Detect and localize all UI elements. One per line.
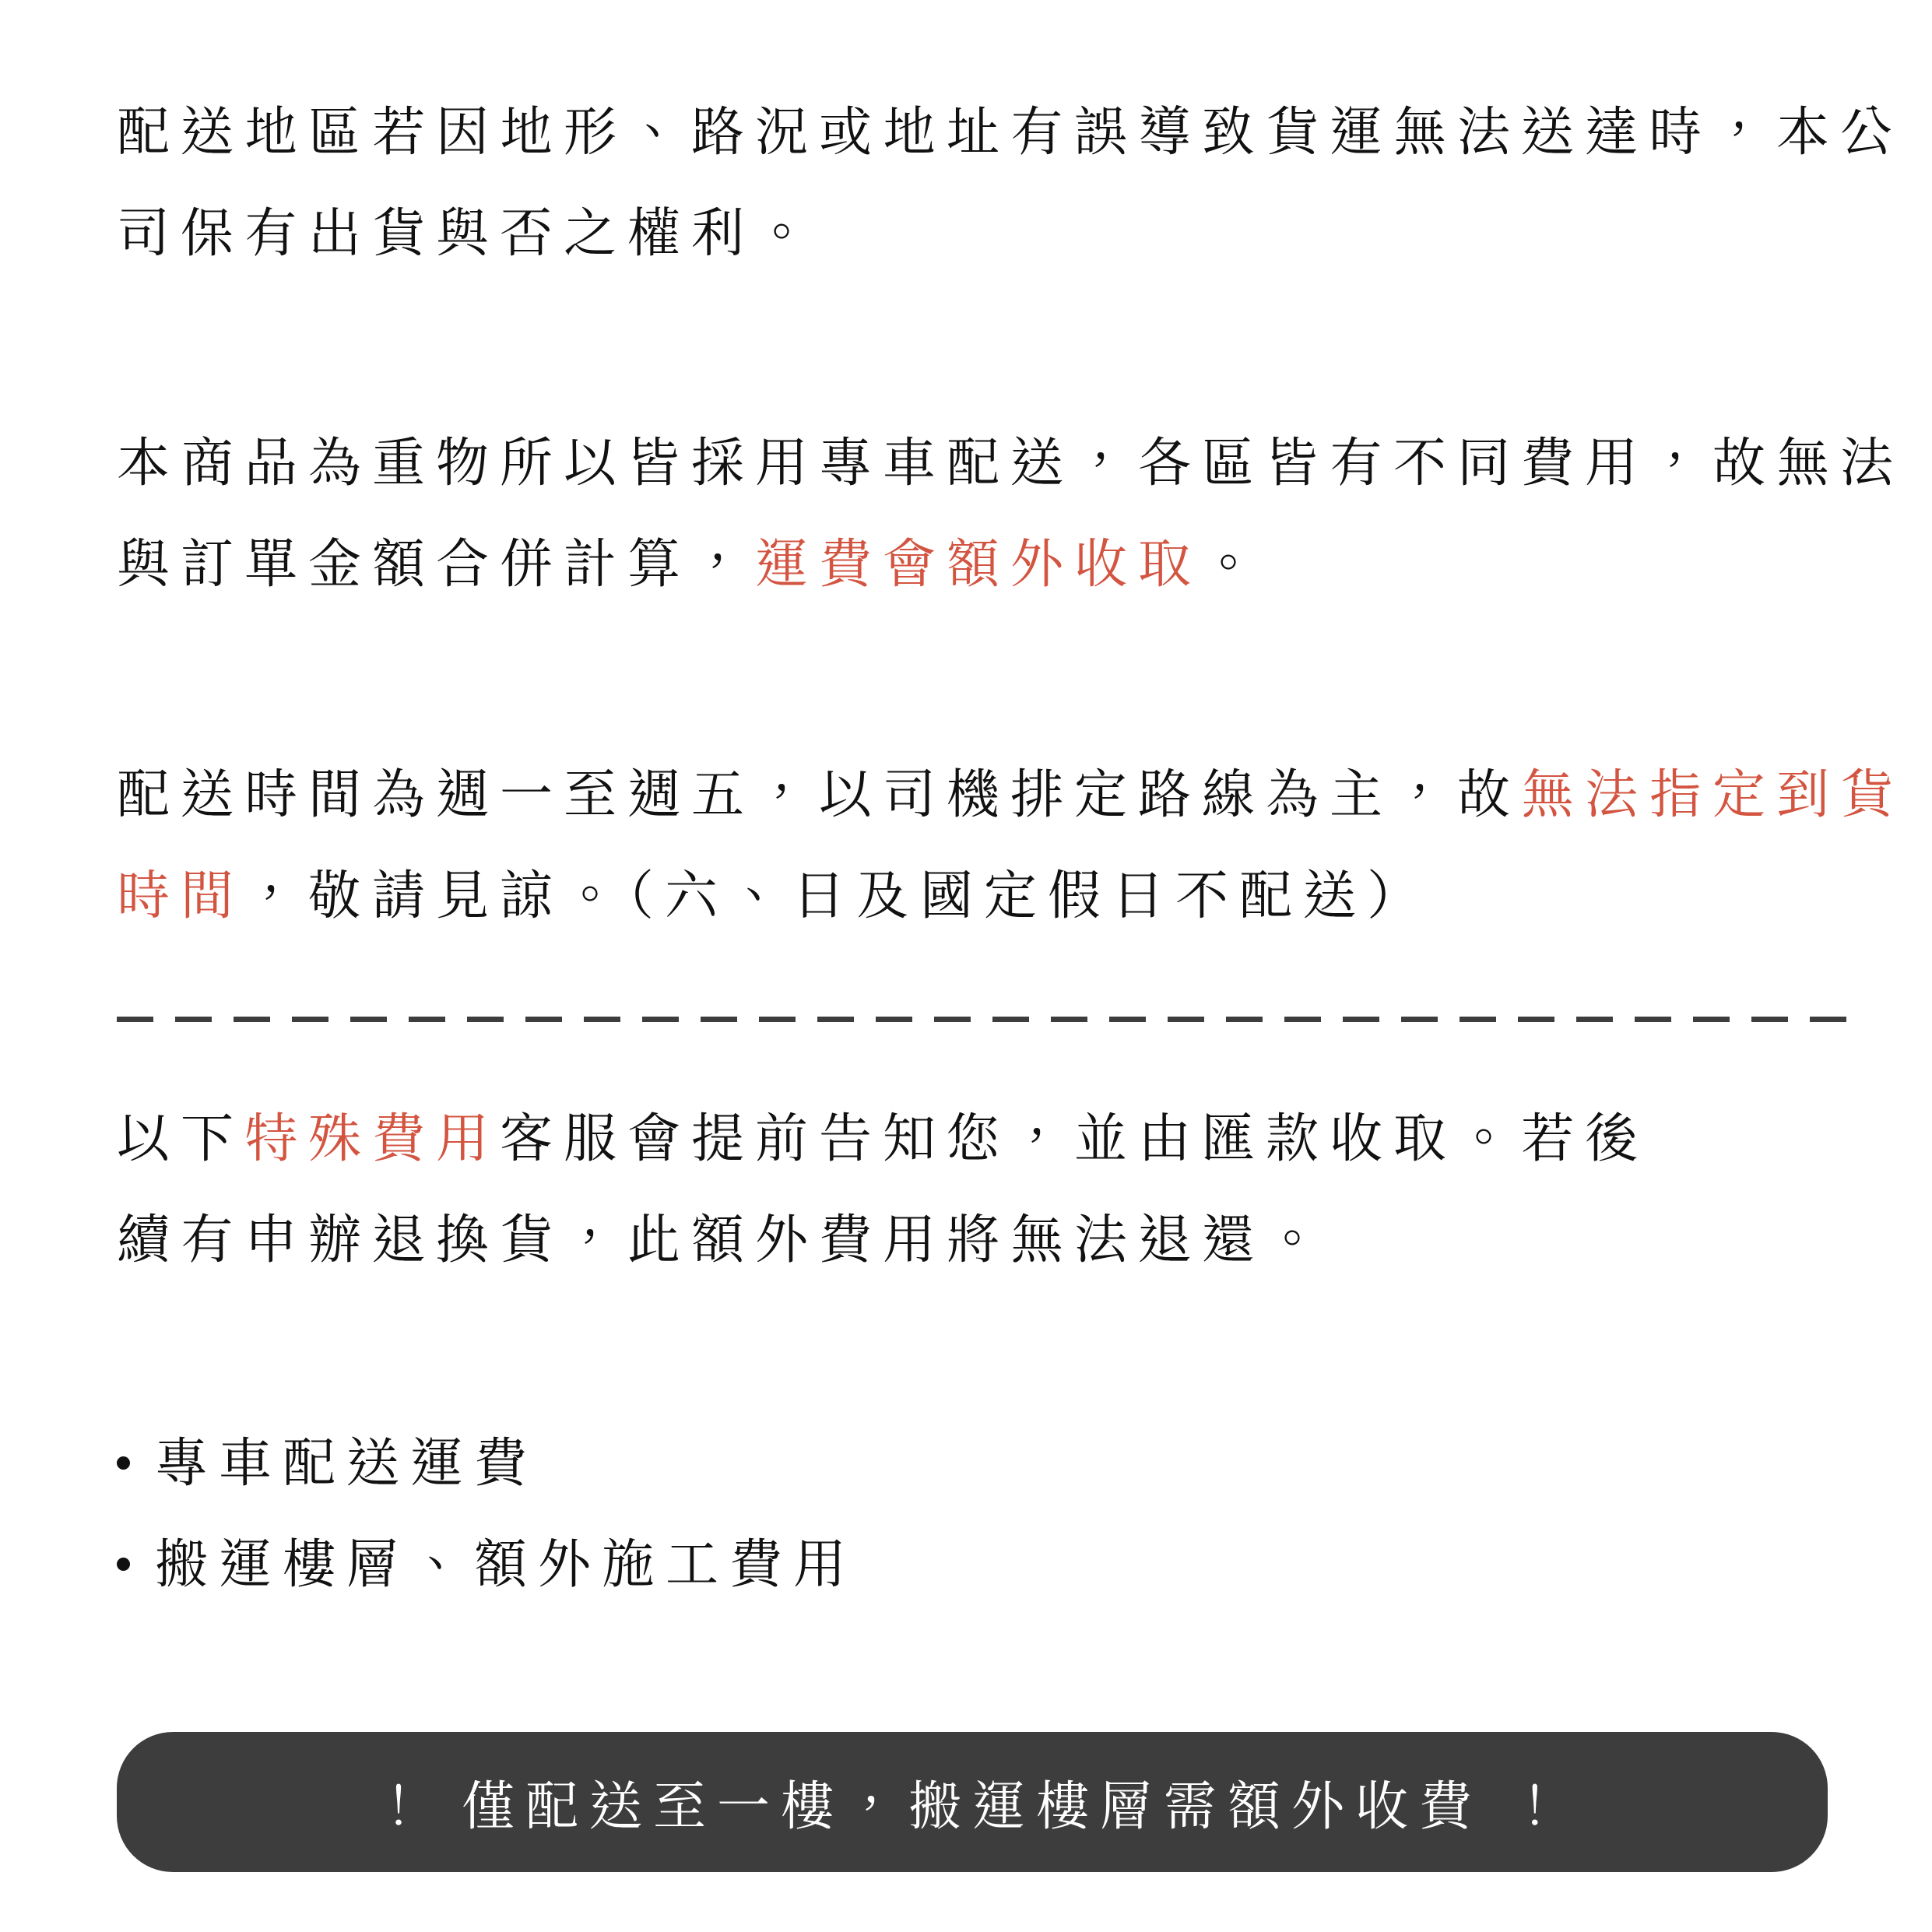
text-segment: 配送地區若因地形、路況或地址有誤導致貨運無法送達時，本公 bbox=[117, 103, 1905, 162]
text-line bbox=[117, 1088, 1649, 1189]
paragraph-delivery-time bbox=[117, 744, 1904, 947]
text-line bbox=[117, 845, 1904, 947]
paragraph-dedicated-truck-fee bbox=[117, 413, 1904, 615]
text-line bbox=[117, 82, 1904, 183]
accent-text-segment: 特殊費用 bbox=[244, 1109, 501, 1168]
bullet-dot-icon bbox=[117, 1558, 130, 1571]
list-item-label: 搬運樓層、額外施工費用 bbox=[155, 1535, 858, 1594]
text-segment: 客服會提前告知您，並由匯款收取。若後 bbox=[500, 1109, 1649, 1168]
accent-text-segment: 時間 bbox=[117, 866, 245, 926]
text-line bbox=[117, 744, 1904, 845]
accent-text-segment: 運費會額外收取 bbox=[755, 535, 1203, 594]
text-segment: 司保有出貨與否之權利。 bbox=[117, 204, 820, 263]
bullet-dot-icon bbox=[117, 1456, 130, 1470]
text-segment: 。 bbox=[1202, 535, 1266, 594]
text-segment: 續有申辦退換貨，此額外費用將無法退還。 bbox=[117, 1210, 1330, 1270]
text-segment: 配送時間為週一至週五，以司機排定路線為主，故 bbox=[117, 765, 1522, 824]
list-item-label: 專車配送運費 bbox=[155, 1434, 539, 1493]
text-segment: 與訂單金額合併計算， bbox=[117, 535, 756, 594]
list-item bbox=[117, 1514, 857, 1615]
accent-text-segment: 無法指定到貨 bbox=[1521, 765, 1905, 824]
warning-pill-label: ！ 僅配送至一樓，搬運樓層需額外收費 ！ bbox=[372, 1776, 1572, 1836]
text-segment: ，敬請見諒。（六、日及國定假日不配送） bbox=[244, 866, 1431, 926]
text-segment: 本商品為重物所以皆採用專車配送，各區皆有不同費用，故無法 bbox=[117, 434, 1905, 493]
dashed-divider bbox=[117, 1017, 1864, 1022]
text-line bbox=[117, 514, 1904, 615]
paragraph-delivery-area bbox=[117, 82, 1904, 284]
text-line bbox=[117, 413, 1904, 514]
text-line bbox=[117, 1189, 1649, 1291]
text-segment: 以下 bbox=[117, 1109, 245, 1168]
text-line bbox=[117, 183, 1904, 284]
special-fee-list bbox=[117, 1413, 857, 1615]
floor-delivery-warning-pill bbox=[117, 1732, 1828, 1872]
list-item bbox=[117, 1413, 857, 1514]
paragraph-special-fees-notice bbox=[117, 1088, 1649, 1291]
